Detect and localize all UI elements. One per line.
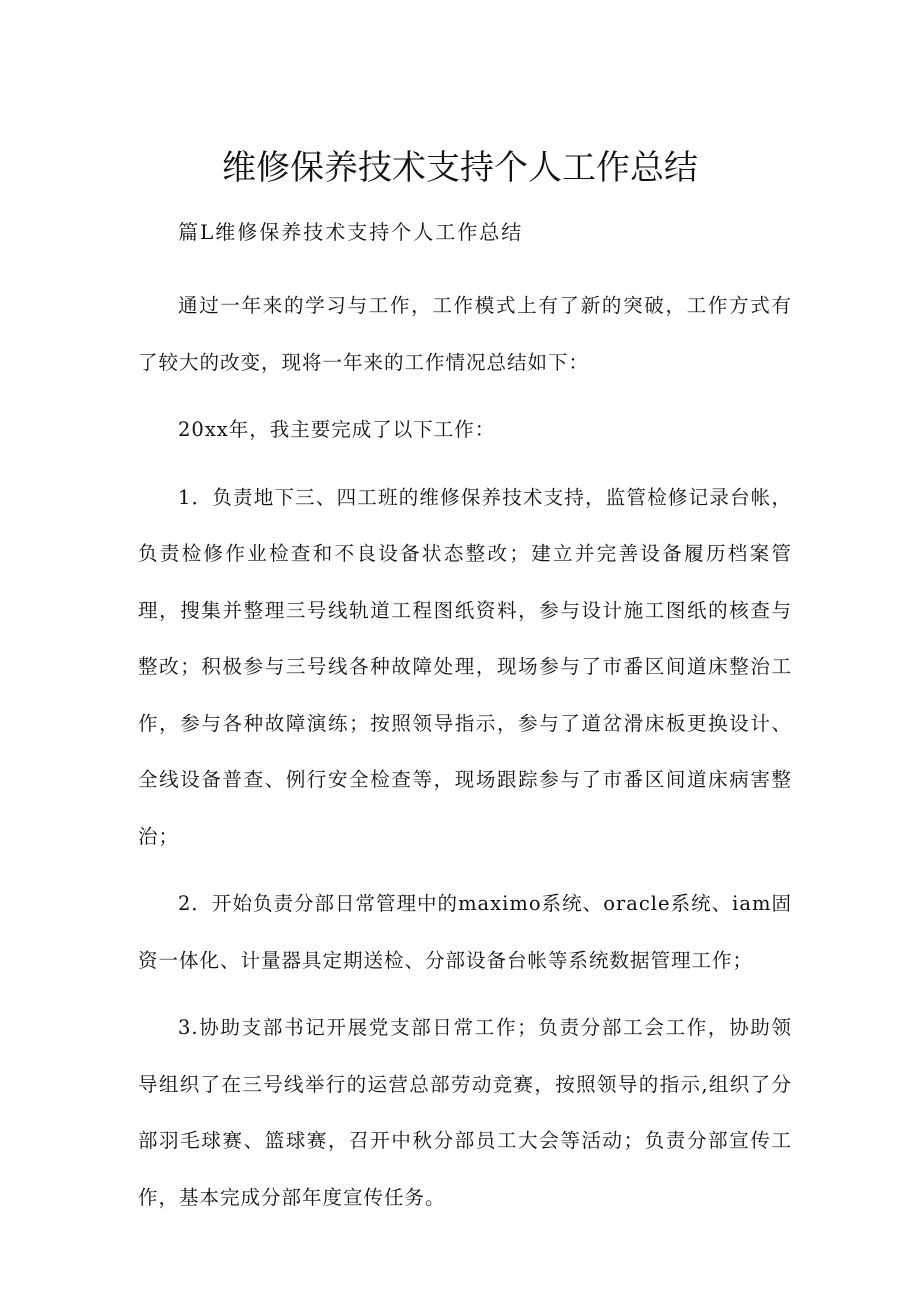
paragraph-intro: 通过一年来的学习与工作，工作模式上有了新的突破，工作方式有了较大的改变，现将一年来的工作情况总结如下： [138, 294, 792, 374]
paragraph-item-3: 3.协助支部书记开展党支部日常工作；负责分部工会工作，协助领导组织了在三号线举行的运营总部劳动竞赛，按照领导的指示,组织了分部羽毛球赛、篮球赛，召开中秋分部员工大会等活动；负责分部宣传工作，基本完成分部年度宣传任务。 [138, 1016, 792, 1209]
paragraph-year-summary: 20xx年，我主要完成了以下工作： [178, 418, 496, 441]
document-body [138, 278, 792, 1226]
paragraph-item-1: 1．负责地下三、四工班的维修保养技术支持，监管检修记录台帐，负责检修作业检查和不良设备状态整改；建立并完善设备履历档案管理，搜集并整理三号线轨道工程图纸资料，参与设计施工图纸的核查与整改；积极参与三号线各种故障处理，现场参与了市番区间道床整治工作，参与各种故障演练；按照领导指示，参与了道岔滑床板更换设计、全线设备普查、例行安全检查等，现场跟踪参与了市番区间道床病害整治； [138, 485, 792, 848]
document-title: 维修保养技术支持个人工作总结 [222, 148, 698, 188]
document-subtitle: 篇L维修保养技术支持个人工作总结 [178, 220, 524, 244]
paragraph-item-2: 2．开始负责分部日常管理中的maximo系统、oracle系统、iam固资一体化、计量器具定期送检、分部设备台帐等系统数据管理工作； [138, 892, 792, 972]
